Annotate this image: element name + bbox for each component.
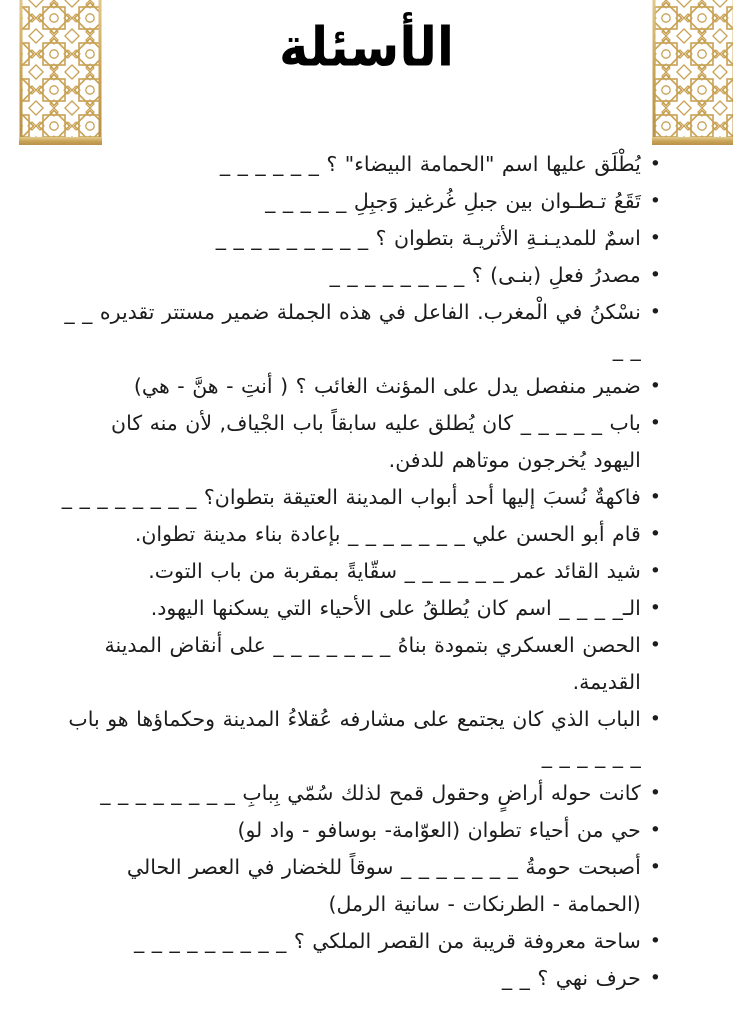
question-item — [60, 516, 661, 553]
question-text: قام أبو الحسن علي _ _ _ _ _ _ _ بإعادة بناء مدينة تطوان. — [134, 522, 641, 546]
question-text: باب _ _ _ _ _ كان يُطلق عليه سابقاً باب الجْياف, لأن منه كان اليهود يُخرجون موتاهم للدفن. — [111, 411, 641, 472]
bullet-icon: • — [649, 190, 661, 212]
bullet-icon: • — [649, 301, 661, 323]
question-text: يُطْلَق عليها اسم "الحمامة البيضاء" ؟ _ _ _ _ _ _ — [219, 152, 641, 176]
bullet-icon: • — [649, 264, 661, 286]
bullet-icon: • — [649, 782, 661, 804]
bullet-icon: • — [649, 819, 661, 841]
bullet-icon: • — [649, 967, 661, 989]
question-text: شيد القائد عمر _ _ _ _ _ _ سقّايةً بمقربة من باب التوت. — [148, 559, 641, 583]
question-item — [60, 627, 661, 701]
bullet-icon: • — [649, 856, 661, 878]
question-text: الحصن العسكري بتمودة بناهُ _ _ _ _ _ _ _ على أنقاض المدينة القديمة. — [104, 633, 641, 694]
question-item — [60, 812, 661, 849]
question-item — [60, 294, 661, 368]
question-item — [60, 368, 661, 405]
bullet-icon: • — [649, 523, 661, 545]
question-text: حي من أحياء تطوان (العوّامة- بوسافو - واد لو) — [237, 818, 641, 842]
question-item — [60, 960, 661, 997]
bullet-icon: • — [649, 227, 661, 249]
question-item — [60, 146, 661, 183]
question-item — [60, 775, 661, 812]
question-list — [60, 146, 661, 997]
question-item — [60, 923, 661, 960]
question-item — [60, 479, 661, 516]
bullet-icon: • — [649, 412, 661, 434]
questions-section — [60, 146, 661, 997]
bullet-icon: • — [649, 560, 661, 582]
question-item — [60, 553, 661, 590]
question-text: فاكهةٌ نُسبَ إليها أحد أبواب المدينة العتيقة بتطوان؟ _ _ _ _ _ _ _ _ — [61, 485, 641, 509]
question-item — [60, 257, 661, 294]
bullet-icon: • — [649, 708, 661, 730]
question-item — [60, 849, 661, 923]
question-text: نسْكنُ في الْمغرب. الفاعل في هذه الجملة ضمير مستتر تقديره _ _ _ _ — [64, 300, 641, 361]
bullet-icon: • — [649, 486, 661, 508]
question-item — [60, 405, 661, 479]
question-item — [60, 220, 661, 257]
bullet-icon: • — [649, 375, 661, 397]
question-text: كانت حوله أراضٍ وحقول قمح لذلك سُمّي بِبابِ _ _ _ _ _ _ _ _ — [100, 781, 641, 805]
bullet-icon: • — [649, 634, 661, 656]
question-text: تَقَعُ تـطـوان بين جبلِ غُرغيز وَجبِلِ _ _ _ _ _ — [265, 189, 641, 213]
question-item — [60, 701, 661, 775]
bullet-icon: • — [649, 153, 661, 175]
bullet-icon: • — [649, 597, 661, 619]
question-text: الـ_ _ _ _ اسم كان يُطلقُ على الأحياء التي يسكنها اليهود. — [150, 596, 641, 620]
question-text: اسمٌ للمديـنـةِ الأثريـة بتطوان ؟ _ _ _ _ _ _ _ _ _ — [215, 226, 641, 250]
bullet-icon: • — [649, 930, 661, 952]
question-text: ساحة معروفة قريبة من القصر الملكي ؟ _ _ _ _ _ _ _ _ _ — [133, 929, 641, 953]
question-item — [60, 183, 661, 220]
question-item — [60, 590, 661, 627]
question-text: ضمير منفصل يدل على المؤنث الغائب ؟ ( أنتِ - هنَّ - هي) — [133, 374, 641, 398]
question-text: حرف نهي ؟ _ _ — [501, 966, 641, 990]
question-text: مصدرُ فعلِ (بنـى) ؟ _ _ _ _ _ _ _ _ — [329, 263, 641, 287]
page-title: الأسئلة — [279, 15, 454, 79]
question-text: الباب الذي كان يجتمع على مشارفه عُقلاءُ المدينة وحكماؤها هو باب _ _ _ _ _ _ — [68, 707, 641, 768]
question-text: أصبحت حومةُ _ _ _ _ _ _ _ سوقاً للخضار في العصر الحالي (الحمامة - الطرنكات - سانية الرمل) — [126, 855, 641, 916]
